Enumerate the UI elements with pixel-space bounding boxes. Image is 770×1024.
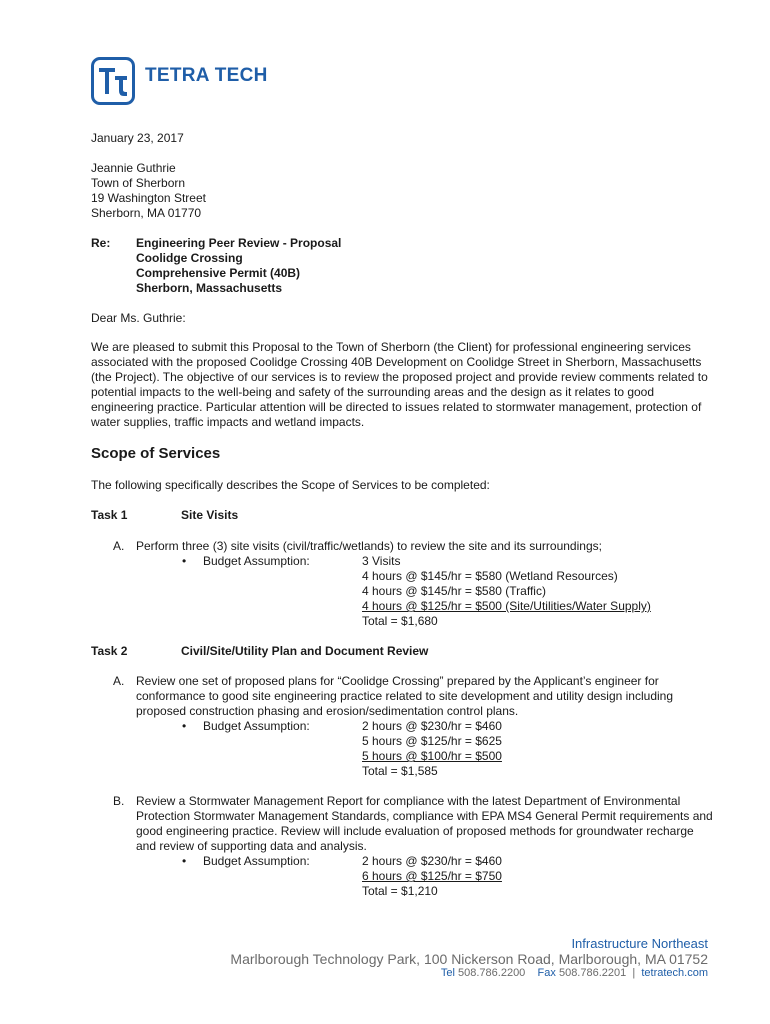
intro-paragraph: We are pleased to submit this Proposal to the Town of Sherborn (the Client) for professional engineering services associated with the proposed Coolidge Crossing 40B Development on Coolidge Street in Sherborn, Massachusetts (the Project). The objective of our services is to review the proposed project and provide review comments related to potential impacts to the well-being and safety of the surrounding areas and the design as it relates to good engineering practice. Particular attention will be directed to issues related to stormwater management, protection of water supplies, traffic impacts and wetland impacts.: [91, 340, 708, 429]
budget-label: Budget Assumption:: [203, 854, 310, 868]
task-title: Civil/Site/Utility Plan and Document Review: [181, 644, 429, 658]
item-letter: B.: [113, 794, 125, 808]
recipient-line: 19 Washington Street: [91, 191, 206, 205]
budget-line: 3 Visits: [362, 554, 401, 568]
letter-date: January 23, 2017: [91, 131, 184, 145]
scope-intro: The following specifically describes the Scope of Services to be completed:: [91, 478, 490, 492]
re-label: Re:: [91, 236, 111, 250]
budget-line: 6 hours @ $125/hr = $750: [362, 869, 502, 883]
budget-line: 2 hours @ $230/hr = $460: [362, 854, 502, 868]
tel-number: 508.786.2200: [458, 967, 526, 979]
item-letter: A.: [113, 674, 125, 688]
recipient-line: Sherborn, MA 01770: [91, 206, 202, 220]
budget-label: Budget Assumption:: [203, 719, 310, 733]
company-name: TETRA TECH: [145, 65, 268, 86]
section-heading: Scope of Services: [91, 445, 221, 462]
bullet-icon: •: [182, 719, 187, 733]
re-line: Coolidge Crossing: [136, 251, 243, 265]
item-text: Perform three (3) site visits (civil/traffic/wetlands) to review the site and its surroundings;: [136, 539, 602, 553]
budget-line: 2 hours @ $230/hr = $460: [362, 719, 502, 733]
task-title: Site Visits: [181, 508, 239, 522]
re-line: Sherborn, Massachusetts: [136, 281, 283, 295]
company-logo: [91, 57, 268, 105]
recipient-line: Town of Sherborn: [91, 176, 186, 190]
budget-line: 4 hours @ $145/hr = $580 (Traffic): [362, 584, 546, 598]
budget-label: Budget Assumption:: [203, 554, 310, 568]
recipient-line: Jeannie Guthrie: [91, 161, 176, 175]
bullet-icon: •: [182, 854, 187, 868]
budget-line: 5 hours @ $125/hr = $625: [362, 734, 502, 748]
fax-label: Fax: [537, 967, 556, 979]
budget-line: 5 hours @ $100/hr = $500: [362, 749, 502, 763]
task-label: Task 2: [91, 644, 128, 658]
website-link[interactable]: tetratech.com: [641, 967, 708, 979]
budget-line: 4 hours @ $145/hr = $580 (Wetland Resources): [362, 569, 618, 583]
footer-division: Infrastructure Northeast: [571, 936, 708, 951]
budget-total: Total = $1,680: [362, 614, 438, 628]
re-line: Engineering Peer Review - Proposal: [136, 236, 342, 250]
task-label: Task 1: [91, 508, 128, 522]
item-text: Review one set of proposed plans for “Coolidge Crossing” prepared by the Applicant’s engineer for conformance to good site engineering practice related to site development and utility design including proposed construction phasing and erosion/sedimentation control plans.: [136, 674, 673, 718]
bullet-icon: •: [182, 554, 187, 568]
tt-logo-icon: [91, 57, 135, 105]
tel-label: Tel: [440, 967, 455, 979]
budget-total: Total = $1,210: [362, 884, 438, 898]
re-line: Comprehensive Permit (40B): [136, 266, 301, 280]
salutation: Dear Ms. Guthrie:: [91, 311, 186, 325]
footer-address: Marlborough Technology Park, 100 Nickerson Road, Marlborough, MA 01752: [230, 951, 708, 967]
budget-total: Total = $1,585: [362, 764, 438, 778]
item-letter: A.: [113, 539, 125, 553]
fax-number: 508.786.2201: [558, 967, 627, 979]
budget-line: 4 hours @ $125/hr = $500 (Site/Utilities/Water Supply): [362, 599, 651, 613]
item-text: Review a Stormwater Management Report for compliance with the latest Department of Environmental Protection Stormwater Management Standards, compliance with EPA MS4 General Permit requirements and good engineering practice. Review will include evaluation of proposed methods for groundwater recharge and review of supporting data and analysis.: [136, 794, 713, 853]
footer-contact: Tel 508.786.2200 Fax 508.786.2201 | tetratech.com: [440, 967, 708, 979]
